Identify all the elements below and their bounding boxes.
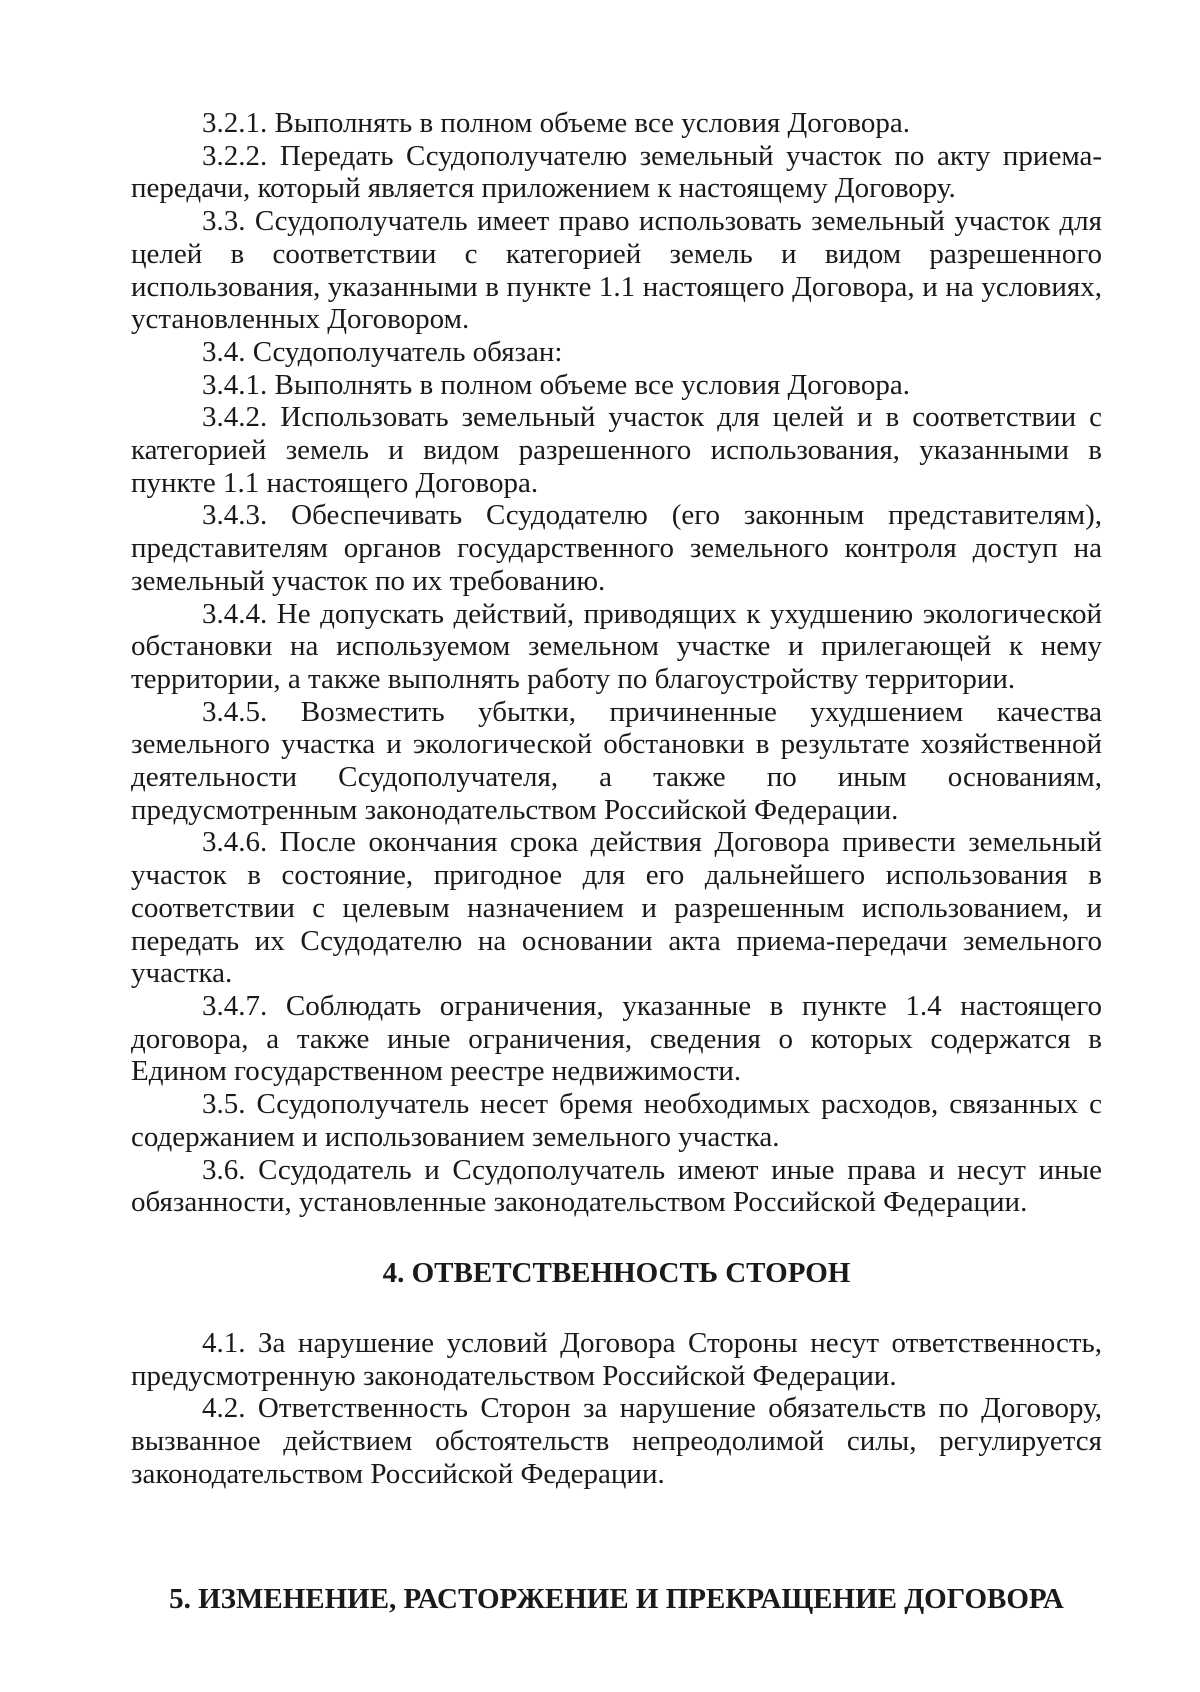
section3-body	[131, 107, 1102, 1219]
paragraph-3-4-2: 3.4.2. Использовать земельный участок для целей и в соответствии с категорией земель и видом разрешенного использования, указанными в пункте 1.1 настоящего Договора.	[131, 401, 1102, 499]
section5-heading: 5. ИЗМЕНЕНИЕ, РАСТОРЖЕНИЕ И ПРЕКРАЩЕНИЕ ДОГОВОРА	[169, 1583, 1064, 1615]
paragraph-3-4-6: 3.4.6. После окончания срока действия Договора привести земельный участок в состояние, пригодное для его дальнейшего использования в соответствии с целевым назначением и разрешенным использованием, и передать их Ссудодателю на основании акта приема-передачи земельного участка.	[131, 826, 1102, 990]
paragraph-3-4-1: 3.4.1. Выполнять в полном объеме все условия Договора.	[202, 368, 911, 401]
section4-body	[131, 1327, 1102, 1491]
section4-heading: 4. ОТВЕТСТВЕННОСТЬ СТОРОН	[382, 1257, 851, 1289]
paragraph-4-2: 4.2. Ответственность Сторон за нарушение обязательств по Договору, вызванное действием обстоятельств непреодолимой силы, регулируется законодательством Российской Федерации.	[131, 1392, 1102, 1490]
paragraph-3-4-3: 3.4.3. Обеспечивать Ссудодателю (его законным представителям), представителям органов государственного земельного контроля доступ на земельный участок по их требованию.	[131, 499, 1102, 597]
paragraph-4-1: 4.1. За нарушение условий Договора Стороны несут ответственность, предусмотренную законодательством Российской Федерации.	[131, 1327, 1102, 1392]
paragraph-3-5: 3.5. Ссудополучатель несет бремя необходимых расходов, связанных с содержанием и использованием земельного участка.	[131, 1088, 1102, 1153]
paragraph-3-4-4: 3.4.4. Не допускать действий, приводящих к ухудшению экологической обстановки на используемом земельном участке и прилегающей к нему территории, а также выполнять работу по благоустройству территории.	[131, 597, 1102, 695]
paragraph-3-4-5: 3.4.5. Возместить убытки, причиненные ухудшением качества земельного участка и экологической обстановки в результате хозяйственной деятельности Ссудополучателя, а также по иным основаниям, предусмотренным законодательством Российской Федерации.	[131, 695, 1102, 826]
paragraph-3-6: 3.6. Ссудодатель и Ссудополучатель имеют иные права и несут иные обязанности, установленные законодательством Российской Федерации.	[131, 1153, 1102, 1219]
paragraph-3-2-1: 3.2.1. Выполнять в полном объеме все условия Договора.	[202, 107, 911, 139]
paragraph-3-4-7: 3.4.7. Соблюдать ограничения, указанные в пункте 1.4 настоящего договора, а также иные ограничения, сведения о которых содержатся в Едином государственном реестре недвижимости.	[131, 989, 1102, 1088]
paragraph-3-4: 3.4. Ссудополучатель обязан:	[202, 335, 563, 368]
paragraph-3-2-2: 3.2.2. Передать Ссудополучателю земельный участок по акту приема-передачи, который является приложением к настоящему Договору.	[131, 139, 1102, 205]
paragraph-3-3: 3.3. Ссудополучатель имеет право использовать земельный участок для целей в соответствии с категорией земель и видом разрешенного использования, указанными в пункте 1.1 настоящего Договора, и на условиях, установленных Договором.	[131, 205, 1102, 336]
